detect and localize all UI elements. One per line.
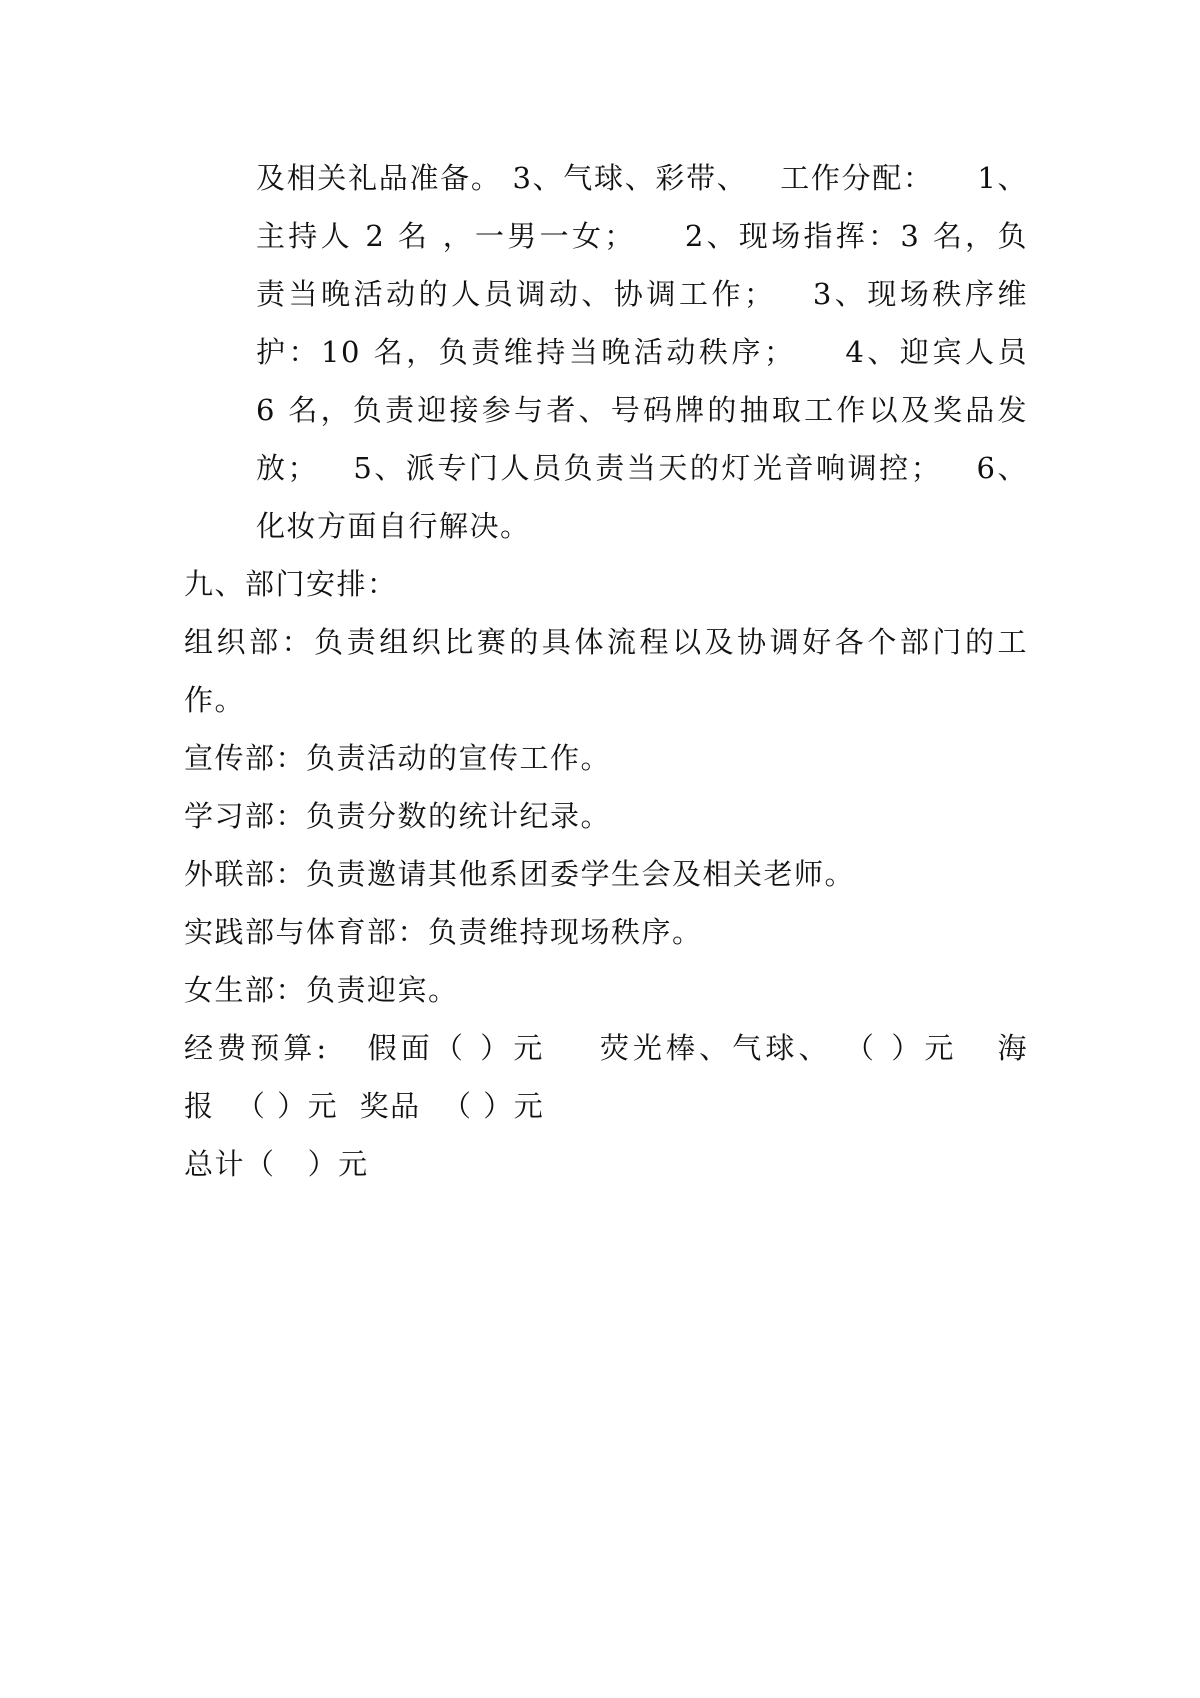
paragraph-line-2: 主持人 2 名 ，一男一女； 2、现场指挥：3 名，负 <box>256 219 1028 253</box>
paragraph-line-4: 护：10 名，负责维持当晚活动秩序； 4、迎宾人员 <box>256 335 1028 369</box>
paragraph-line-7: 化妆方面自行解决。 <box>256 509 531 543</box>
budget-total: 总计（ ）元 <box>184 1147 369 1181</box>
dept-study: 学习部：负责分数的统计纪录。 <box>184 799 612 833</box>
dept-practice-sports: 实践部与体育部：负责维持现场秩序。 <box>184 915 703 949</box>
paragraph-line-5: 6 名，负责迎接参与者、号码牌的抽取工作以及奖品发 <box>256 393 1028 427</box>
dept-publicity: 宣传部：负责活动的宣传工作。 <box>184 741 612 775</box>
dept-female: 女生部：负责迎宾。 <box>184 973 459 1007</box>
budget-line-1: 经费预算: 假面（ ）元 荧光棒、气球、 （ ）元 海 <box>184 1031 1028 1065</box>
dept-organization-line-1: 组织部：负责组织比赛的具体流程以及协调好各个部门的工 <box>184 625 1028 659</box>
paragraph-line-1: 及相关礼品准备。 3、气球、彩带、 工作分配： 1、 <box>256 161 1028 195</box>
section-heading: 九、部门安排： <box>184 567 398 601</box>
paragraph-line-6: 放； 5、派专门人员负责当天的灯光音响调控； 6、 <box>256 451 1028 485</box>
budget-line-2: 报 （ ）元 奖品 （ ）元 <box>184 1089 545 1123</box>
dept-external: 外联部：负责邀请其他系团委学生会及相关老师。 <box>184 857 856 891</box>
paragraph-line-3: 责当晚活动的人员调动、协调工作； 3、现场秩序维 <box>256 277 1028 311</box>
dept-organization-line-2: 作。 <box>184 683 246 717</box>
